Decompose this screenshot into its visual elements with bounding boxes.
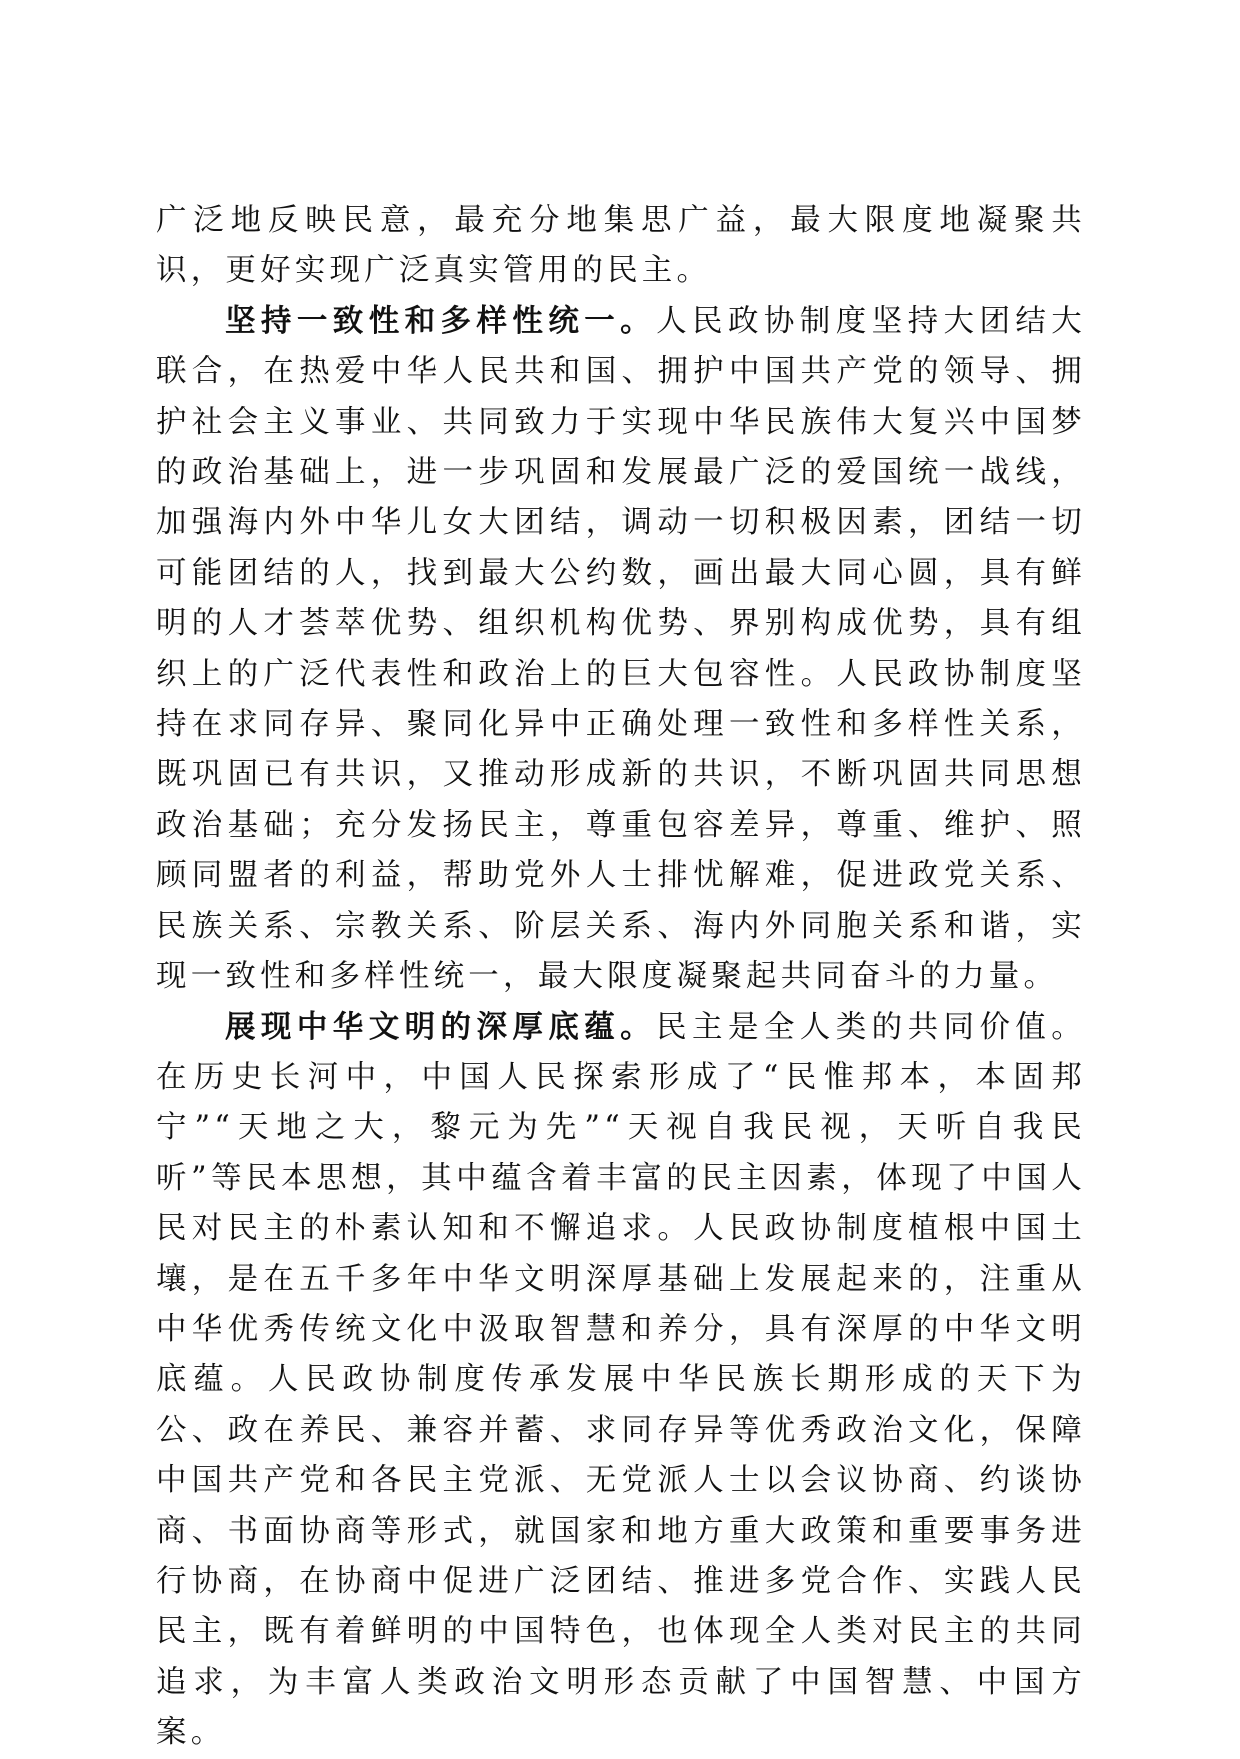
paragraph-text: 人民政协制度坚持大团结大联合，在热爱中华人民共和国、拥护中国共产党的领导、拥护社会主义事业、共同致力于实现中华民族伟大复兴中国梦的政治基础上，进一步巩固和发展最广泛的爱国统一战线，加强海内外中华儿女大团结，调动一切积极因素，团结一切可能团结的人，找到最大公约数，画出最大同心圆，具有鲜明的人才荟萃优势、组织机构优势、界别构成优势，具有组织上的广泛代表性和政治上的巨大包容性。人民政协制度坚持在求同存异、聚同化异中正确处理一致性和多样性关系，既巩固已有共识，又推动形成新的共识，不断巩固共同思想政治基础；充分发扬民主，尊重包容差异，尊重、维护、照顾同盟者的利益，帮助党外人士排忧解难，促进政党关系、民族关系、宗教关系、阶层关系、海内外同胞关系和谐，实现一致性和多样性统一，最大限度凝聚起共同奋斗的力量。	[156, 303, 1086, 995]
paragraph-text: 广泛地反映民意，最充分地集思广益，最大限度地凝聚共识，更好实现广泛真实管用的民主。	[156, 203, 1086, 289]
document-page	[156, 196, 1086, 1759]
paragraph-lead-heading: 坚持一致性和多样性统一。	[225, 303, 657, 339]
paragraph-unity-diversity	[156, 297, 1086, 1003]
paragraph-text: 民主是全人类的共同价值。在历史长河中，中国人民探索形成了“民惟邦本，本固邦宁”“天地之大，黎元为先”“天视自我民视，天听自我民听”等民本思想，其中蕴含着丰富的民主因素，体现了中国人民对民主的朴素认知和不懈追求。人民政协制度植根中国土壤，是在五千多年中华文明深厚基础上发展起来的，注重从中华优秀传统文化中汲取智慧和养分，具有深厚的中华文明底蕴。人民政协制度传承发展中华民族长期形成的天下为公、政在养民、兼容并蓄、求同存异等优秀政治文化，保障中国共产党和各民主党派、无党派人士以会议协商、约谈协商、书面协商等形式，就国家和地方重大政策和重要事务进行协商，在协商中促进广泛团结、推进多党合作、实践人民民主，既有着鲜明的中国特色，也体现全人类对民主的共同追求，为丰富人类政治文明形态贡献了中国智慧、中国方案。	[156, 1009, 1086, 1751]
paragraph-lead-heading: 展现中华文明的深厚底蕴。	[225, 1009, 657, 1045]
paragraph-continuation	[156, 196, 1086, 297]
paragraph-chinese-civilization	[156, 1003, 1086, 1759]
